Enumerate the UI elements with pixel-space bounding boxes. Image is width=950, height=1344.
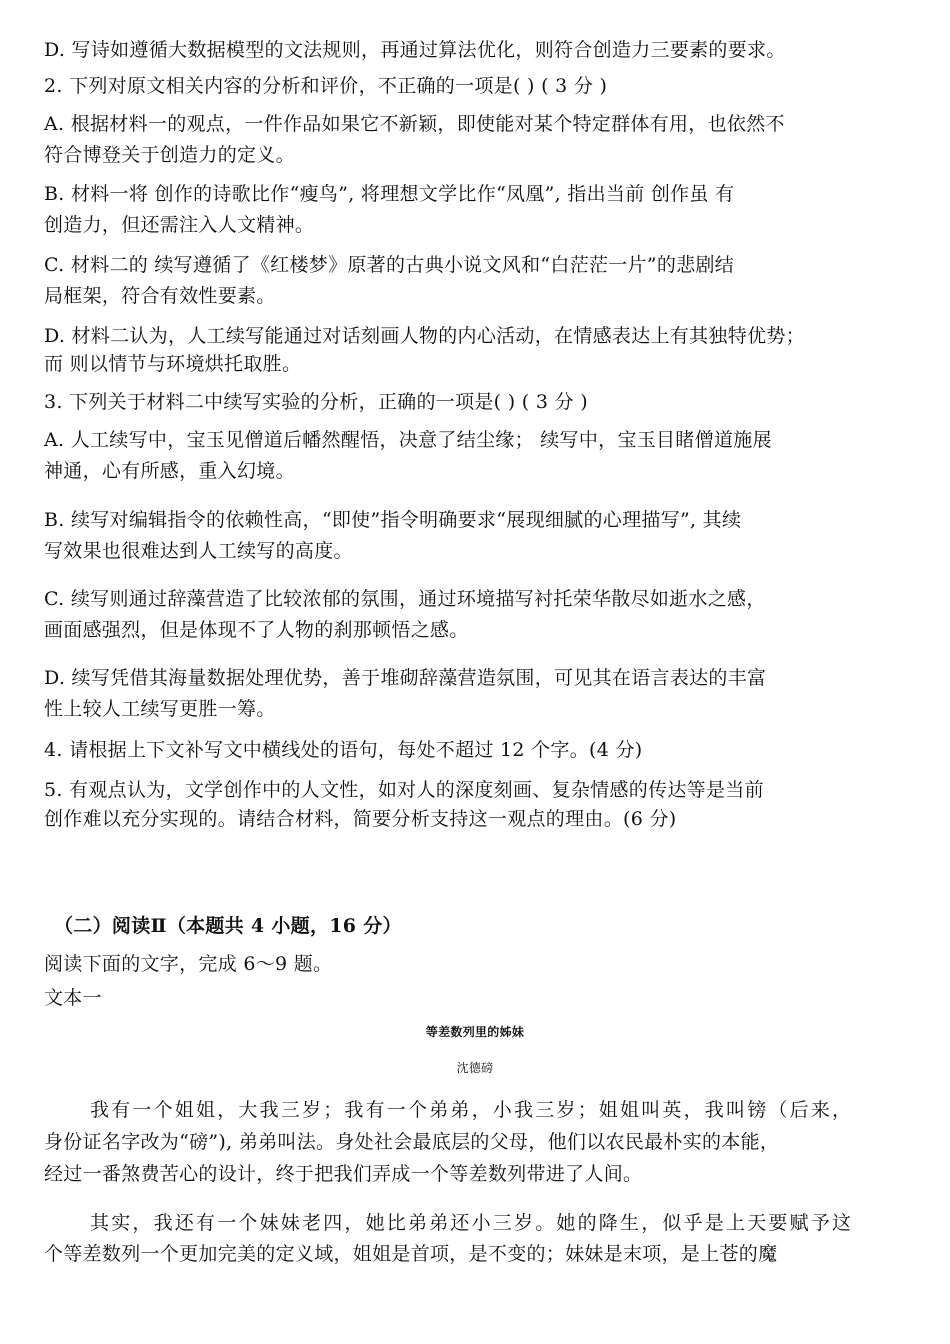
q5-stem-line2: 创作难以充分实现的。请结合材料，简要分析支持这一观点的理由。(6 分)	[44, 808, 677, 830]
q2-option-d-line2: 而 则以情节与环境烘托取胜。	[44, 353, 302, 375]
q2-option-b-line1: B. 材料一将 创作的诗歌比作“瘦鸟”, 将理想文学比作“凤凰”, 指出当前 创作虽 有	[44, 183, 735, 205]
q3-option-b-line1: B. 续写对编辑指令的依赖性高，“即使”指令明确要求“展现细腻的心理描写”, 其续	[44, 509, 742, 531]
paragraph-1-line3: 经过一番煞费苦心的设计，终于把我们弄成一个等差数列带进了人间。	[44, 1163, 643, 1185]
q2-option-c-line1: C. 材料二的 续写遵循了《红楼梦》原著的古典小说文风和“白茫茫一片”的悲剧结	[44, 254, 735, 276]
q3-option-b-line2: 写效果也很难达到人工续写的高度。	[44, 540, 353, 562]
article-author: 沈德磅	[456, 1061, 494, 1075]
article-title: 等差数列里的姊妹	[425, 1025, 525, 1039]
q2-option-c-line2: 局框架，符合有效性要素。	[44, 285, 276, 307]
q3-option-a-line1: A. 人工续写中，宝玉见僧道后幡然醒悟，决意了结尘缘； 续写中，宝玉目睹僧道施展	[44, 429, 772, 451]
q5-stem-line1: 5. 有观点认为，文学创作中的人文性，如对人的深度刻画、复杂情感的传达等是当前	[44, 779, 764, 801]
q3-option-c-line1: C. 续写则通过辞藻营造了比较浓郁的氛围，通过环境描写衬托荣华散尽如逝水之感，	[44, 588, 766, 610]
q3-stem: 3. 下列关于材料二中续写实验的分析，正确的一项是( ) ( 3 分 )	[44, 391, 588, 413]
q1-option-d: D. 写诗如遵循大数据模型的文法规则，再通过算法优化，则符合创造力三要素的要求。	[44, 39, 786, 61]
paragraph-1-line2: 身份证名字改为“磅”), 弟弟叫法。身处社会最底层的父母，他们以农民最朴实的本能，	[44, 1131, 780, 1153]
q3-option-c-line2: 画面感强烈，但是体现不了人物的刹那顿悟之感。	[44, 619, 469, 641]
q2-option-a-line1: A. 根据材料一的观点，一件作品如果它不新颖，即使能对某个特定群体有用，也依然不	[44, 113, 785, 135]
q3-option-a-line2: 神通，心有所感，重入幻境。	[44, 460, 295, 482]
q3-option-d-line1: D. 续写凭借其海量数据处理优势，善于堆砌辞藻营造氛围，可见其在语言表达的丰富	[44, 667, 767, 689]
section-instruction: 阅读下面的文字，完成 6～9 题。	[44, 953, 333, 975]
q2-option-b-line2: 创造力，但还需注入人文精神。	[44, 214, 315, 236]
text-label: 文本一	[44, 987, 102, 1009]
section-heading: （二）阅读Ⅱ（本题共 4 小题，16 分）	[54, 915, 402, 937]
paragraph-2-line2: 个等差数列一个更加完美的定义域，姐姐是首项，是不变的；妹妹是末项，是上苍的魔	[44, 1243, 778, 1265]
q3-option-d-line2: 性上较人工续写更胜一筹。	[44, 698, 276, 720]
paragraph-2-line1: 其实，我还有一个妹妹老四，她比弟弟还小三岁。她的降生，似乎是上天要赋予这	[90, 1212, 854, 1234]
q4-stem: 4. 请根据上下文补写文中横线处的语句，每处不超过 12 个字。(4 分)	[44, 739, 643, 761]
q2-option-a-line2: 符合博登关于创造力的定义。	[44, 144, 295, 166]
q2-stem: 2. 下列对原文相关内容的分析和评价，不正确的一项是( ) ( 3 分 )	[44, 75, 608, 97]
q2-option-d-line1: D. 材料二认为，人工续写能通过对话刻画人物的内心活动，在情感表达上有其独特优势；	[44, 325, 805, 347]
paragraph-1-line1: 我有一个姐姐，大我三岁；我有一个弟弟，小我三岁；姐姐叫英，我叫镑（后来，	[90, 1099, 854, 1121]
